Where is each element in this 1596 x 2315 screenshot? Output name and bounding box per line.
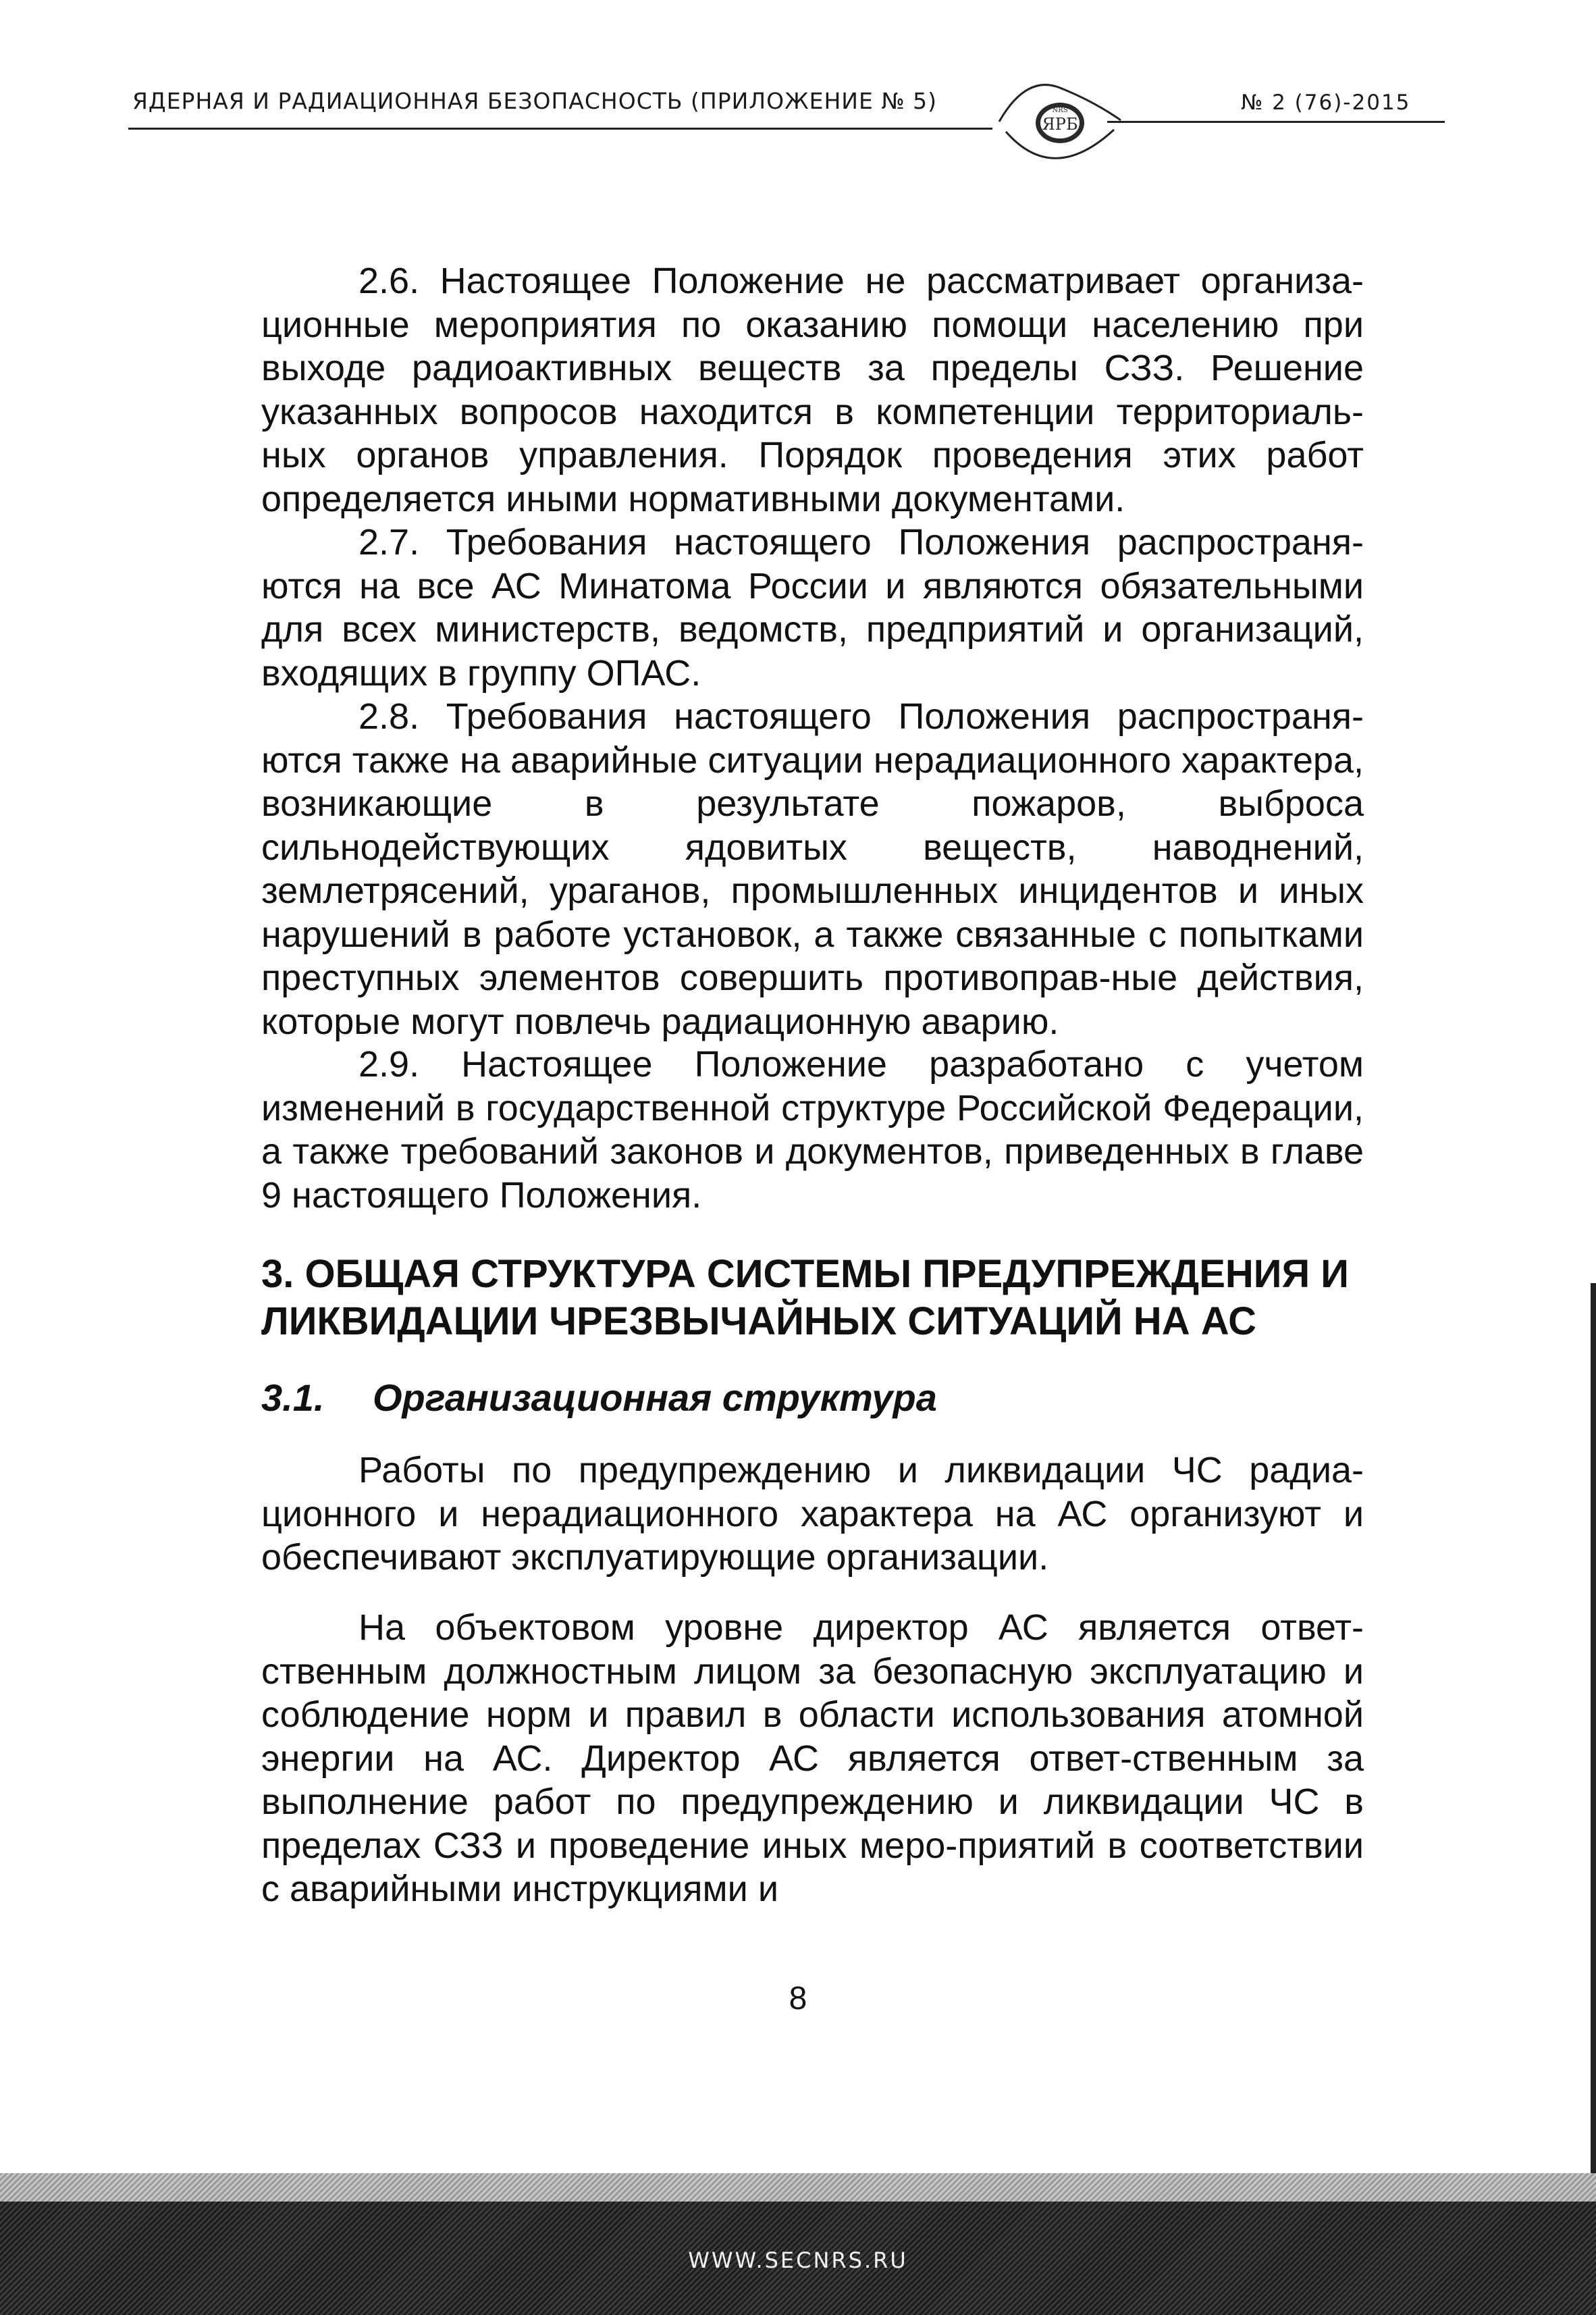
header-rule-right [1107,121,1445,123]
logo-text: ЯРБ [1042,115,1078,134]
footer-url: WWW.SECNRS.RU [688,2247,908,2273]
subsection-number: 3.1. [261,1376,325,1419]
logo-small-text: NRS [1052,107,1068,114]
subsection-heading [261,1376,937,1420]
logo-emblem-icon [986,68,1134,182]
paragraph-2-9: 2.9. Настоящее Положение разработано с учетом изменений в государственной структуре Российской Федерации, а также требований законов и документов, приведенных в главе 9 настоящего Положения. [261,1044,1364,1216]
page-number: 8 [789,1981,807,2017]
footer-band-light [0,2173,1596,2202]
paragraph-2-7: 2.7. Требования настоящего Положения распространя-ются на все АС Минатома России и являются обязательными для всех министерств, ведомств, предприятий и организаций, входящих в группу ОПАС. [261,522,1364,694]
header-rule [128,128,992,130]
page-edge [1591,1283,1596,2173]
issue-number: № 2 (76)-2015 [1241,90,1411,115]
journal-logo [986,68,1134,182]
paragraph-2-6: 2.6. Настоящее Положение не рассматривает организа-ционные мероприятия по оказанию помощи населению при выходе радиоактивных веществ за пределы СЗЗ. Решение указанных вопросов находится в компетенции территориаль-ных органов управления. Порядок проведения этих работ определяется иными нормативными документами. [261,261,1364,519]
section-heading: 3. ОБЩАЯ СТРУКТУРА СИСТЕМЫ ПРЕДУПРЕЖДЕНИЯ И ЛИКВИДАЦИИ ЧРЕЗВЫЧАЙНЫХ СИТУАЦИЙ НА АС [261,1252,1349,1343]
journal-title: ЯДЕРНАЯ И РАДИАЦИОННАЯ БЕЗОПАСНОСТЬ (ПРИЛОЖЕНИЕ № 5) [132,88,938,114]
paragraph-3-1-b: На объектовом уровне директор АС является ответ-ственным должностным лицом за безопасную эксплуатацию и соблюдение норм и правил в области использования атомной энергии на АС. Директор АС является ответ-ственным за выполнение работ по предупреждению и ликвидации ЧС в пределах СЗЗ и проведение иных меро-приятий в соответствии с аварийными инструкциями и [261,1607,1364,1909]
paragraph-2-8: 2.8. Требования настоящего Положения распространя-ются также на аварийные ситуации нерадиационного характера, возникающие в результате пожаров, выброса сильнодействующих ядовитых веществ, наводнений, землетрясений, ураганов, промышленных инцидентов и иных нарушений в работе установок, а также связанные с попытками преступных элементов совершить противоправ-ные действия, которые могут повлечь радиационную аварию. [261,696,1364,1042]
paragraph-3-1-a: Работы по предупреждению и ликвидации ЧС радиа-ционного и нерадиационного характера на АС организуют и обеспечивают эксплуатирующие организации. [261,1450,1364,1578]
subsection-title: Организационная структура [373,1376,937,1419]
